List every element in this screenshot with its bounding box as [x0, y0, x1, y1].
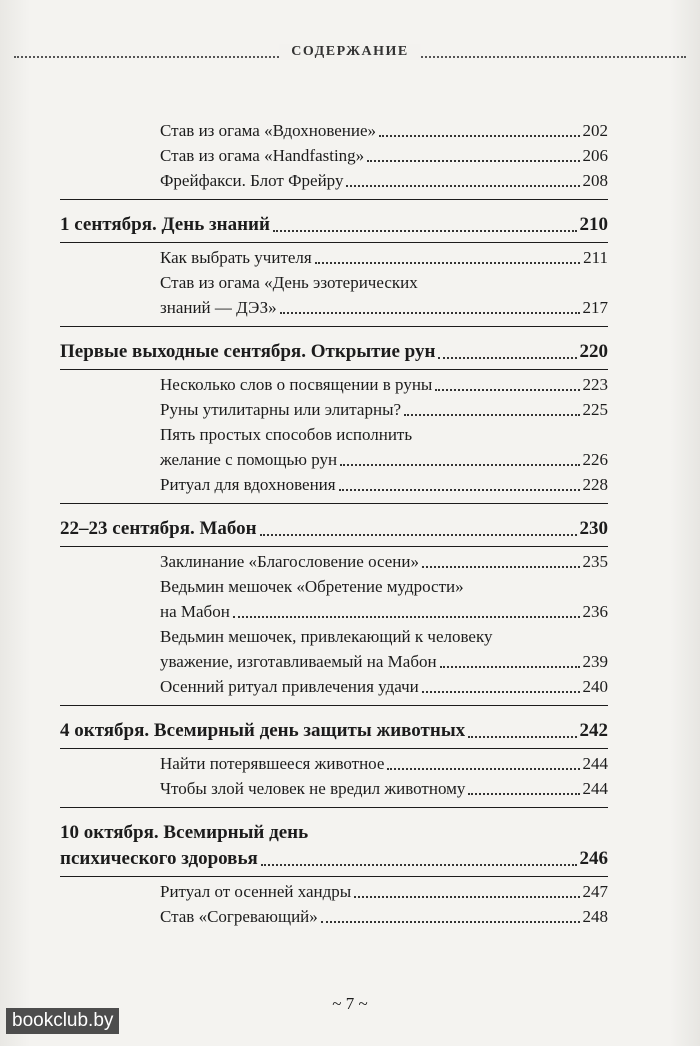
section-heading-row	[60, 212, 608, 238]
section-heading: 1 сентября. День знаний	[60, 214, 270, 235]
entry-page: 206	[582, 146, 608, 165]
entry-title-line: желание с помощью рун	[160, 450, 338, 469]
entry-title: Ритуал для вдохновения	[160, 475, 336, 494]
leader-dots	[438, 357, 576, 359]
leader-dots	[440, 666, 580, 668]
entry-title-line: Ведьмин мешочек «Обретение мудрости»	[160, 577, 464, 596]
toc-section	[60, 212, 608, 327]
leader-dots	[260, 534, 577, 536]
section-heading: 4 октября. Всемирный день защиты животных	[60, 720, 466, 741]
entry-title-line: Став из огама «День эзотерических	[160, 273, 418, 292]
entry-page: 244	[582, 779, 608, 798]
toc-section	[60, 516, 608, 706]
leader-dots	[468, 793, 579, 795]
toc-entry	[60, 904, 608, 929]
leader-dots	[280, 312, 580, 314]
entry-page: 244	[582, 754, 608, 773]
entry-page: 236	[582, 602, 608, 621]
section-heading-line: психического здоровья	[60, 848, 258, 869]
running-header: СОДЕРЖАНИЕ	[279, 44, 420, 60]
entry-title: Несколько слов о посвящении в руны	[160, 375, 433, 394]
entry-title-line: Ведьмин мешочек, привлекающий к человеку	[160, 627, 493, 646]
toc-entry	[60, 674, 608, 699]
entry-title: Став «Согревающий»	[160, 907, 318, 926]
entry-title: Став из огама «Вдохновение»	[160, 121, 377, 140]
leader-dots	[233, 616, 580, 618]
leader-dots	[354, 896, 579, 898]
entry-title: Осенний ритуал привлечения удачи	[160, 677, 419, 696]
entry-page: 223	[582, 375, 608, 394]
toc-entry	[60, 748, 608, 776]
entry-page: 228	[582, 475, 608, 494]
toc-entry	[60, 599, 608, 624]
leader-dots	[321, 921, 580, 923]
toc-section	[60, 339, 608, 504]
entry-page: 248	[582, 907, 608, 926]
section-heading-row	[60, 516, 608, 542]
entry-page: 240	[582, 677, 608, 696]
watermark: bookclub.by	[6, 1008, 119, 1034]
entry-page: 239	[582, 652, 608, 671]
leader-dots	[435, 389, 579, 391]
entry-title-line: Пять простых способов исполнить	[160, 425, 413, 444]
leader-dots	[346, 185, 579, 187]
section-page: 230	[579, 518, 608, 539]
leader-dots	[261, 864, 577, 866]
leader-dots	[422, 691, 580, 693]
entry-title: Ритуал от осенней хандры	[160, 882, 352, 901]
leader-dots	[340, 464, 579, 466]
entry-title: Заклинание «Благословение осени»	[160, 552, 419, 571]
toc-entry	[60, 168, 608, 193]
leader-dots	[315, 262, 580, 264]
entry-title: Как выбрать учителя	[160, 248, 312, 267]
section-page: 242	[579, 720, 608, 741]
toc-entry	[60, 143, 608, 168]
page-number: ~ 7 ~	[332, 994, 368, 1013]
entry-page: 217	[582, 298, 608, 317]
toc-entry	[60, 397, 608, 422]
entry-page: 235	[582, 552, 608, 571]
section-heading-row	[60, 718, 608, 744]
toc-section	[60, 718, 608, 808]
toc-section	[60, 820, 608, 935]
toc-entry	[60, 472, 608, 497]
leader-dots	[273, 230, 577, 232]
section-page: 246	[579, 848, 608, 869]
entry-title-line: знаний — ДЭЗ»	[160, 298, 277, 317]
entry-page: 208	[582, 171, 608, 190]
toc-entry	[60, 546, 608, 574]
leader-dots	[422, 566, 580, 568]
section-heading-row	[60, 846, 608, 872]
entry-title: Руны утилитарны или элитарны?	[160, 400, 402, 419]
leader-dots	[379, 135, 579, 137]
toc-entry	[60, 295, 608, 320]
leader-dots	[387, 768, 579, 770]
toc-entry	[60, 649, 608, 674]
section-heading: Первые выходные сентября. Открытие рун	[60, 341, 436, 362]
toc-entry	[60, 242, 608, 270]
section-page: 210	[579, 214, 608, 235]
section-heading-row	[60, 339, 608, 365]
leader-dots	[339, 489, 580, 491]
entry-title: Фрейфакси. Блот Фрейру	[160, 171, 344, 190]
section-heading-line: 10 октября. Всемирный день	[60, 822, 309, 843]
toc-entry	[60, 447, 608, 472]
entry-title-line: уважение, изготавливаемый на Мабон	[160, 652, 437, 671]
entry-page: 211	[583, 248, 608, 267]
toc-entry	[60, 776, 608, 801]
leader-dots	[367, 160, 579, 162]
toc-intro-group	[60, 118, 608, 200]
leader-dots	[468, 736, 576, 738]
section-heading: 22–23 сентября. Мабон	[60, 518, 257, 539]
toc-entry	[60, 876, 608, 904]
toc-entry	[60, 118, 608, 143]
entry-title: Найти потерявшееся животное	[160, 754, 385, 773]
entry-page: 226	[582, 450, 608, 469]
entry-page: 202	[582, 121, 608, 140]
entry-title-line: на Мабон	[160, 602, 230, 621]
table-of-contents	[60, 118, 608, 947]
entry-title: Чтобы злой человек не вредил животному	[160, 779, 466, 798]
section-page: 220	[579, 341, 608, 362]
leader-dots	[404, 414, 579, 416]
entry-page: 247	[582, 882, 608, 901]
toc-entry	[60, 369, 608, 397]
entry-page: 225	[582, 400, 608, 419]
entry-title: Став из огама «Handfasting»	[160, 146, 365, 165]
